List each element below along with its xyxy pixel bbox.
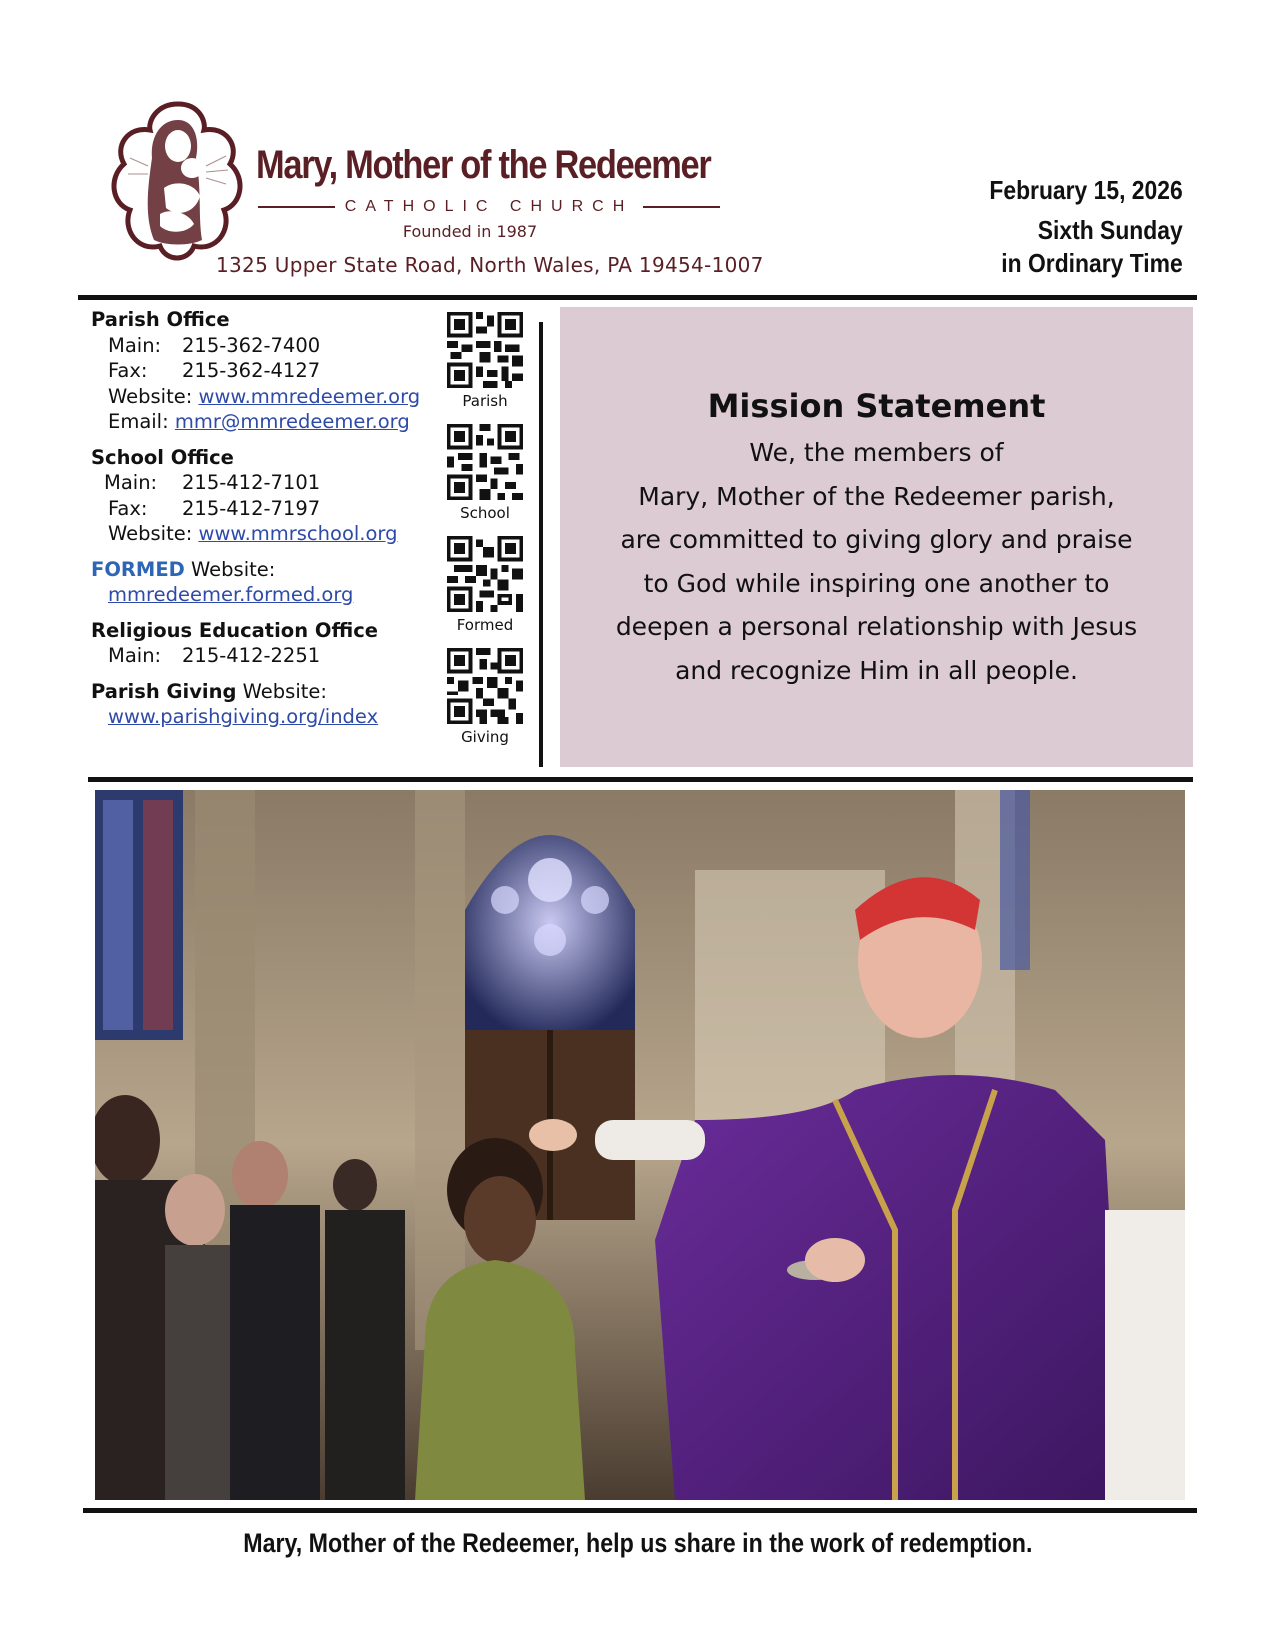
vertical-divider	[539, 322, 543, 767]
mission-line: are committed to giving glory and praise	[620, 525, 1133, 554]
qr-code-icon	[447, 424, 523, 500]
school-fax-row	[91, 496, 431, 522]
website-label: Website:	[108, 522, 193, 545]
formed-website-link[interactable]: mmredeemer.formed.org	[108, 583, 354, 606]
parish-email-row	[91, 409, 431, 435]
subtitle-rule-left	[258, 206, 335, 208]
founded-year: Founded in 1987	[402, 222, 538, 241]
formed-website-label: Website:	[191, 557, 276, 581]
main-label: Main:	[108, 333, 162, 357]
giving-section	[91, 679, 431, 730]
parish-website-link[interactable]: www.mmredeemer.org	[198, 384, 421, 408]
mission-line: deepen a personal relationship with Jesus	[615, 612, 1138, 641]
giving-website-label: Website:	[242, 679, 327, 703]
church-subtitle-row	[258, 197, 720, 217]
mission-title: Mission Statement	[707, 387, 1046, 425]
parish-fax-row	[91, 358, 431, 384]
parish-main-phone: 215-362-7400	[182, 333, 321, 357]
religious-ed-phone: 215-412-2251	[182, 644, 321, 667]
mission-statement-box	[560, 307, 1193, 767]
fax-label: Fax:	[108, 359, 148, 382]
school-office-heading: School Office	[91, 445, 234, 469]
cathedral-scene-image	[95, 790, 1185, 1500]
parish-main-row	[91, 333, 431, 359]
subtitle-rule-right	[643, 206, 720, 208]
school-website-link[interactable]: www.mmrschool.org	[198, 522, 398, 545]
school-website-row	[91, 521, 431, 547]
qr-code-icon	[447, 536, 523, 612]
qr-parish[interactable]	[440, 312, 530, 410]
mission-line: and recognize Him in all people.	[675, 655, 1078, 685]
mission-line: Mary, Mother of the Redeemer parish,	[638, 481, 1115, 511]
qr-label: Formed	[456, 616, 514, 634]
formed-section	[91, 557, 431, 608]
giving-website-link[interactable]: www.parishgiving.org/index	[108, 705, 379, 728]
school-main-row	[91, 470, 431, 496]
mission-divider	[88, 777, 1193, 782]
main-label: Main:	[104, 471, 158, 494]
church-subtitle: CATHOLIC CHURCH	[344, 198, 634, 215]
ash-wednesday-photo	[95, 790, 1185, 1500]
liturgical-day-line1: Sixth Sunday	[1038, 215, 1183, 245]
school-fax: 215-412-7197	[182, 496, 321, 520]
parish-website-row	[91, 384, 431, 410]
giving-website-row	[91, 704, 431, 730]
website-label: Website:	[108, 384, 193, 408]
formed-website-row	[91, 582, 431, 608]
header-divider	[78, 295, 1197, 300]
liturgical-day-line2: in Ordinary Time	[1001, 248, 1183, 278]
giving-heading-row	[91, 679, 431, 705]
fax-label: Fax:	[108, 496, 148, 520]
qr-label: Giving	[461, 728, 509, 746]
footer-divider	[83, 1508, 1197, 1513]
religious-ed-heading: Religious Education Office	[91, 618, 378, 642]
mission-line: We, the members of	[749, 438, 1004, 467]
parish-email-link[interactable]: mmr@mmredeemer.org	[174, 410, 410, 433]
email-label: Email:	[108, 410, 169, 433]
footer-prayer: Mary, Mother of the Redeemer, help us share in the work of redemption.	[242, 1528, 1033, 1558]
formed-heading	[91, 557, 431, 583]
main-label: Main:	[108, 644, 162, 667]
contact-column	[91, 307, 431, 740]
qr-school[interactable]	[440, 424, 530, 522]
mission-body	[560, 431, 1193, 692]
school-main-phone: 215-412-7101	[182, 471, 321, 494]
religious-ed-section	[91, 618, 431, 669]
qr-formed[interactable]	[440, 536, 530, 634]
parish-office-heading: Parish Office	[91, 308, 230, 331]
qr-code-icon	[447, 312, 523, 388]
qr-code-icon	[447, 648, 523, 724]
date-block	[963, 175, 1183, 280]
qr-label: Parish	[462, 392, 508, 410]
parish-fax: 215-362-4127	[182, 359, 321, 382]
church-address: 1325 Upper State Road, North Wales, PA 19454-1007	[216, 253, 764, 277]
footer-caption	[0, 1528, 1275, 1559]
qr-label: School	[460, 504, 510, 522]
religious-ed-main-row	[91, 643, 431, 669]
qr-code-column	[440, 312, 530, 760]
qr-giving[interactable]	[440, 648, 530, 746]
church-name: Mary, Mother of the Redeemer	[256, 143, 711, 187]
bulletin-date: February 15, 2026	[989, 175, 1183, 205]
formed-brand: FORMED	[91, 557, 185, 581]
parish-office-section	[91, 307, 431, 435]
school-office-section	[91, 445, 431, 547]
mission-line: to God while inspiring one another to	[643, 568, 1110, 598]
giving-heading: Parish Giving	[91, 679, 237, 703]
